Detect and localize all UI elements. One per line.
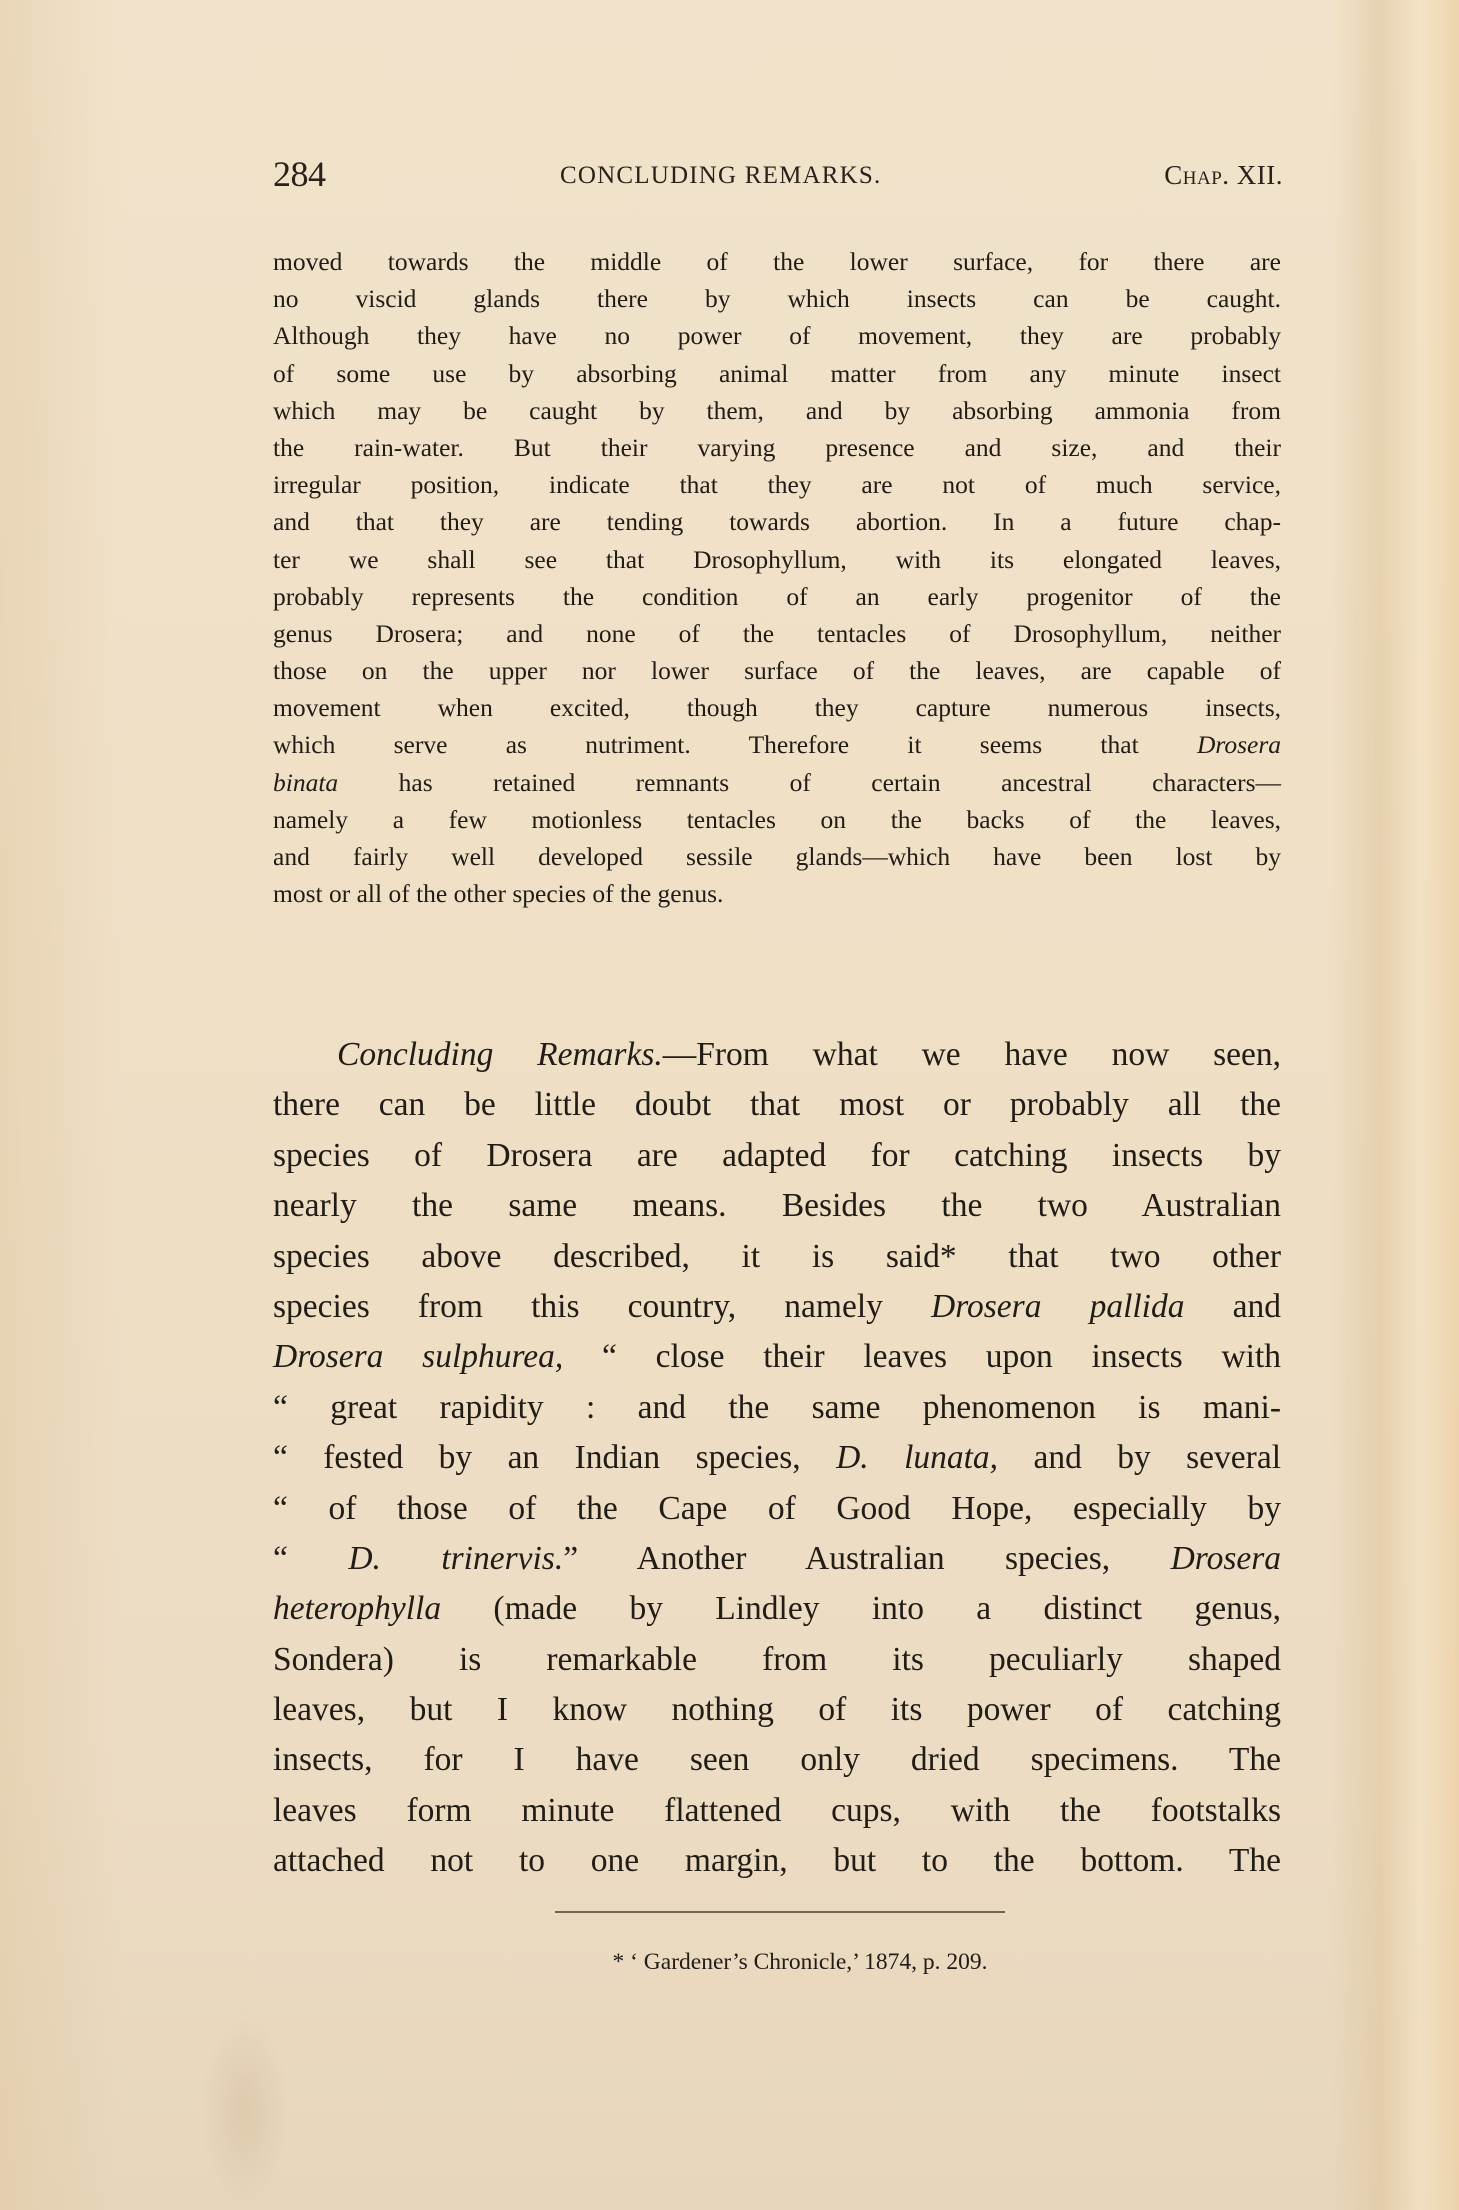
text-line: “ great rapidity : and the same phenomenon is mani- <box>273 1388 1281 1426</box>
text-line <box>273 1433 1281 1483</box>
text-line <box>273 726 1281 763</box>
text-line <box>273 1332 1281 1382</box>
text-line: most or all of the other species of the genus. <box>273 879 724 909</box>
text-line <box>273 1584 1281 1634</box>
text-run: and <box>1184 1287 1281 1325</box>
text-line: namely a few motionless tentacles on the backs of the leaves, <box>273 804 1281 834</box>
text-line: attached not to one margin, but to the bottom. The <box>273 1842 1281 1880</box>
chapter-label: Chap. XII. <box>1164 160 1283 190</box>
text-line: of some use by absorbing animal matter from any minute insect <box>273 358 1281 388</box>
text-run: which serve as nutriment. Therefore it seems that <box>273 730 1197 760</box>
text-line: movement when excited, though they capture numerous insects, <box>273 693 1281 723</box>
text-line: and fairly well developed sessile glands—which have been lost by <box>273 842 1281 871</box>
species-name-italic: Drosera sulphurea, <box>273 1338 564 1376</box>
text-run: ” Another Australian species, <box>563 1539 1171 1577</box>
text-line: species above described, it is said* that two other <box>273 1237 1281 1275</box>
text-line: those on the upper nor lower surface of the leaves, are capable of <box>273 656 1281 686</box>
text-line: leaves form minute flattened cups, with the footstalks <box>273 1791 1281 1829</box>
species-name-italic: Drosera <box>1196 730 1281 760</box>
paper-stain <box>200 2010 290 2210</box>
footnote: * ‘ Gardener’s Chronicle,’ 1874, p. 209. <box>612 1949 988 1975</box>
species-name-italic: D. lunata, <box>836 1439 999 1477</box>
text-line <box>273 1030 1281 1080</box>
text-line <box>273 1282 1281 1332</box>
text-run: (made by Lindley into a distinct genus, <box>441 1590 1281 1628</box>
text-line: Sondera) is remarkable from its peculiarly shaped <box>273 1640 1281 1678</box>
text-line: nearly the same means. Besides the two Australian <box>273 1187 1281 1225</box>
running-title: CONCLUDING REMARKS. <box>560 162 882 189</box>
text-line: no viscid glands there by which insects can be caught. <box>273 284 1281 314</box>
text-line: leaves, but I know nothing of its power of catching <box>273 1691 1281 1729</box>
text-line <box>273 764 1281 801</box>
text-line: irregular position, indicate that they are not of much service, <box>273 470 1281 500</box>
text-run: species from this country, namely <box>273 1287 932 1325</box>
text-line: moved towards the middle of the lower surface, for there are <box>273 247 1281 276</box>
text-line: the rain-water. But their varying presence and size, and their <box>273 432 1281 462</box>
species-name-italic: binata <box>273 767 339 797</box>
concluding-remarks-paragraph <box>273 1030 1281 1887</box>
text-run: and by several <box>998 1439 1281 1477</box>
text-line: probably represents the condition of an early progenitor of the <box>273 581 1281 611</box>
text-line: genus Drosera; and none of the tentacles of Drosophyllum, neither <box>273 618 1281 648</box>
text-line: which may be caught by them, and by absorbing ammonia from <box>273 395 1281 425</box>
section-heading-italic: Concluding Remarks. <box>337 1036 663 1073</box>
text-run: “ close their leaves upon insects with <box>563 1338 1282 1376</box>
species-name-italic: D. trinervis. <box>348 1539 564 1577</box>
species-name-italic: Drosera <box>1170 1539 1282 1577</box>
running-head <box>273 152 1283 200</box>
text-line: there can be little doubt that most or probably all the <box>273 1086 1281 1124</box>
text-line: “ of those of the Cape of Good Hope, especially by <box>273 1489 1281 1527</box>
text-run: “ fested by an Indian species, <box>273 1439 837 1477</box>
text-line: insects, for I have seen only dried specimens. The <box>273 1741 1281 1779</box>
footnote-divider <box>555 1911 1005 1913</box>
text-line: ter we shall see that Drosophyllum, with its elongated leaves, <box>273 544 1281 574</box>
text-line: and that they are tending towards abortion. In a future chap- <box>273 507 1281 537</box>
species-name-italic: heterophylla <box>273 1590 442 1628</box>
text-run: —From what we have now seen, <box>662 1036 1281 1073</box>
text-line: Although they have no power of movement, they are probably <box>273 321 1281 351</box>
species-name-italic: Drosera pallida <box>931 1287 1185 1325</box>
text-line <box>273 1534 1281 1584</box>
small-type-paragraph <box>273 243 1281 912</box>
text-line: species of Drosera are adapted for catching insects by <box>273 1136 1281 1174</box>
page-number: 284 <box>273 154 326 194</box>
text-run: “ <box>273 1539 349 1577</box>
text-run: has retained remnants of certain ancestral characters— <box>338 767 1281 797</box>
